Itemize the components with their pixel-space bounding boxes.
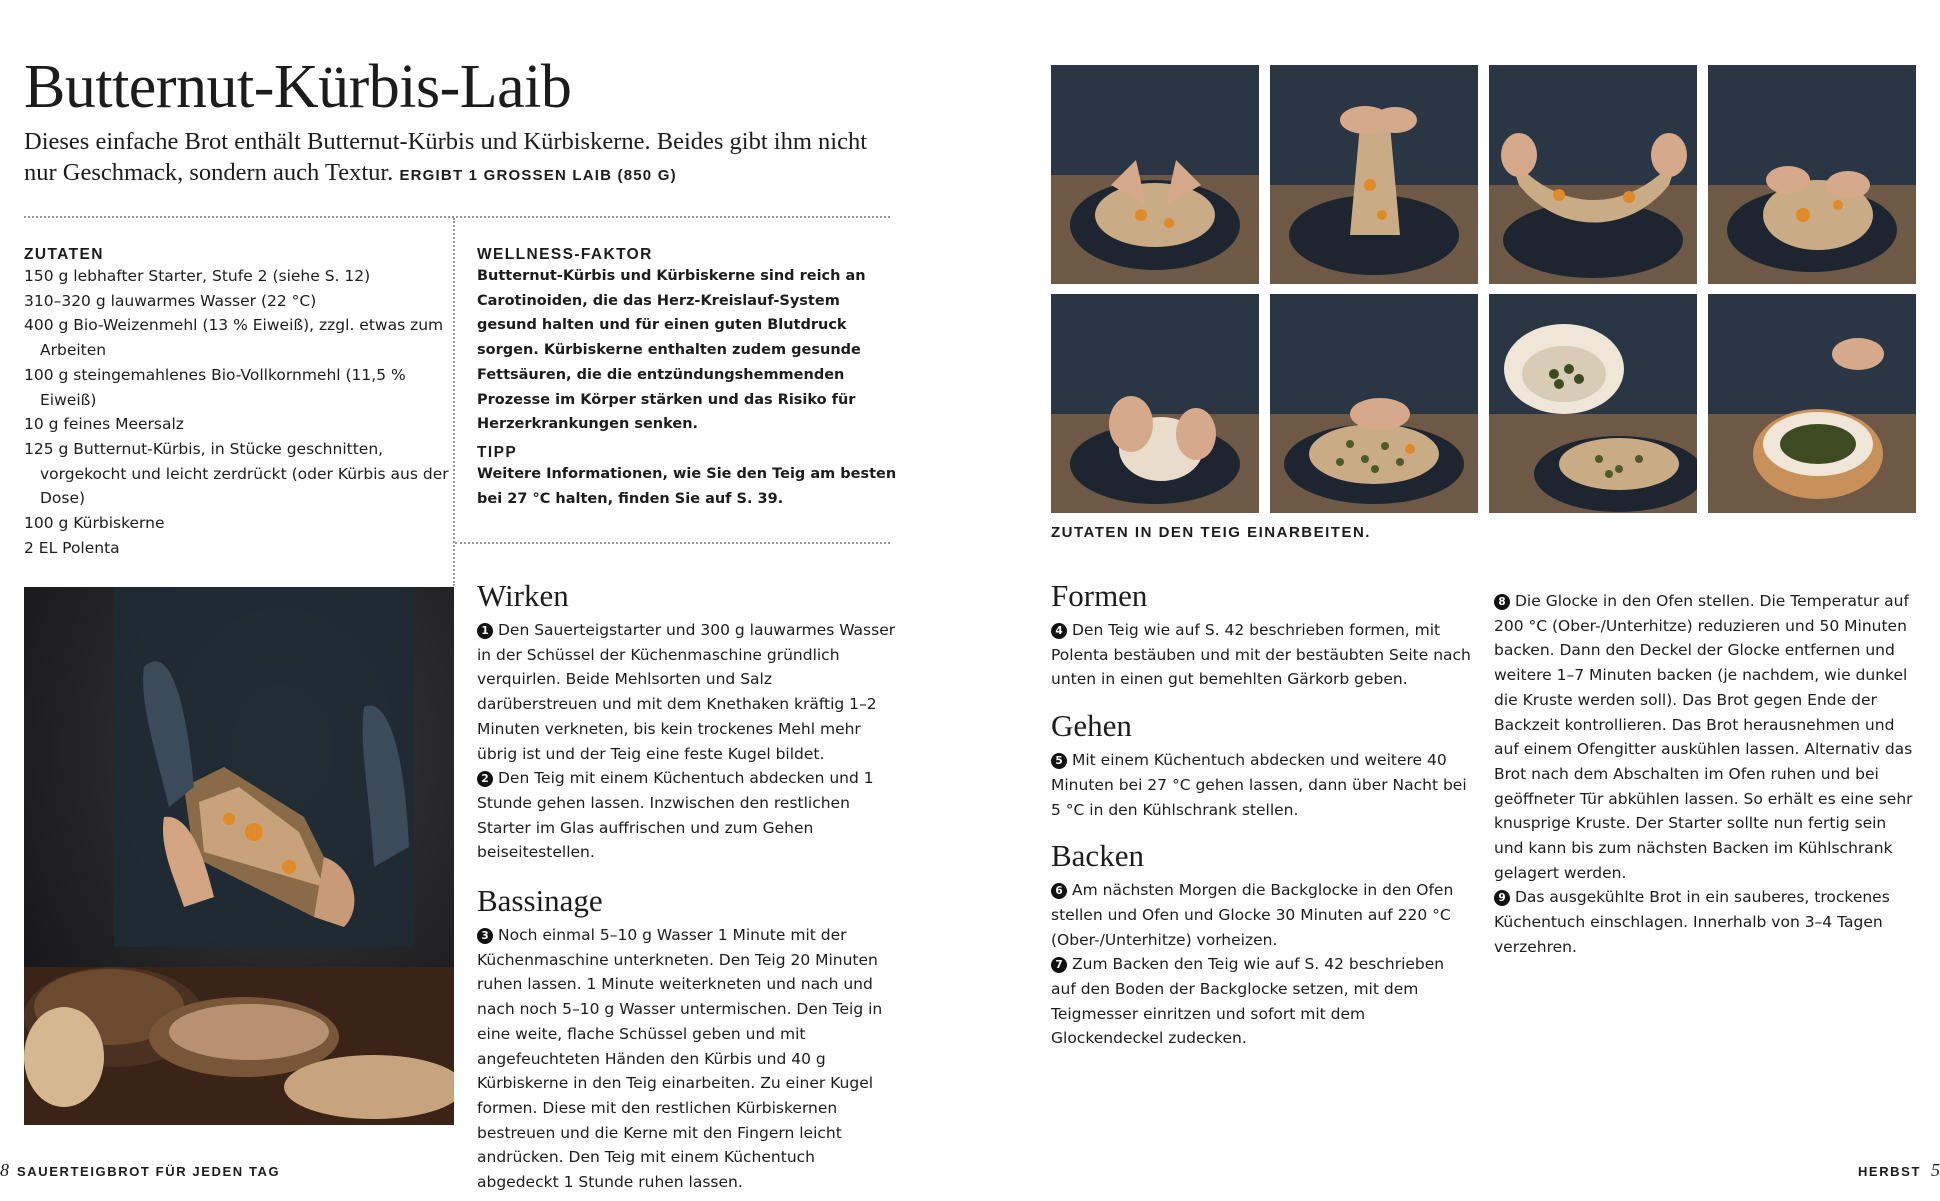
step-photo-6 [1270, 294, 1478, 513]
yield-info: ERGIBT 1 GROSSEN LAIB (850 G) [399, 167, 677, 184]
wellness-heading: WELLNESS-FAKTOR [477, 246, 653, 263]
step-text: Das ausgekühlte Brot in ein sauberes, trockenes Küchentuch einschlagen. Innerhalb von 3–4 Tagen verzehren. [1494, 888, 1890, 956]
intro-paragraph [24, 126, 884, 191]
running-title-left: SAUERTEIGBROT FÜR JEDEN TAG [17, 1164, 281, 1179]
step-number-badge: 5 [1051, 753, 1067, 769]
bread-photo [24, 587, 454, 1125]
step-text: Den Sauerteigstarter und 300 g lauwarmes Wasser in der Schüssel der Küchenmaschine gründlich verquirlen. Beide Mehlsorten und Salz darüberstreuen und mit dem Knethaken kräftig 1–2 Minuten verkneten, bis kein trockenes Mehl mehr übrig ist und der Teig eine feste Kugel bildet. [477, 621, 896, 763]
divider-middle [455, 542, 890, 544]
step-text: Noch einmal 5–10 g Wasser 1 Minute mit der Küchenmaschine unterkneten. Den Teig 20 Minuten ruhen lassen. 1 Minute weiterkneten und nach und nach noch 5–10 g Wasser untermischen. Den Teig in eine weite, flache Schüssel geben und mit angefeuchteten Händen den Kürbis und 40 g Kürbiskerne in den Teig einarbeiten. Zu einer Kugel formen. Diese mit den restlichen Kürbiskernen bestreuen und die Kerne mit den Fingern leicht andrücken. Den Teig mit einem Küchentuch abgedeckt 1 Stunde ruhen lassen. [477, 926, 883, 1192]
step-7 [1051, 952, 1471, 1051]
tipp-heading: TIPP [477, 444, 518, 461]
ingredients-list [24, 264, 454, 560]
page-number-left: 8 [0, 1160, 9, 1180]
running-title-right: HERBST [1857, 1164, 1921, 1179]
step-photo-1 [1051, 65, 1259, 284]
step-photo-2 [1270, 65, 1478, 284]
divider-top [24, 216, 890, 218]
ingredient-item: 100 g steingemahlenes Bio-Vollkornmehl (11,5 % Eiweiß) [24, 365, 406, 409]
ingredients-block [24, 246, 454, 560]
section-heading-formen: Formen [1051, 578, 1148, 613]
footer-left [0, 1160, 280, 1181]
step-number-badge: 6 [1051, 883, 1067, 899]
step-1 [477, 618, 897, 766]
step-text: Mit einem Küchentuch abdecken und weitere 40 Minuten bei 27 °C gehen lassen, dann über Nacht bei 5 °C in den Kühlschrank stellen. [1051, 751, 1467, 819]
ingredient-item: 10 g feines Meersalz [24, 415, 184, 434]
step-2 [477, 766, 897, 865]
section-heading-bassinage: Bassinage [477, 883, 603, 919]
page-title: Butternut-Kürbis-Laib [24, 53, 572, 121]
step-photo-7 [1489, 294, 1697, 513]
ingredient-item: 150 g lebhafter Starter, Stufe 2 (siehe S. 12) [24, 267, 371, 285]
step-number-badge: 7 [1051, 957, 1067, 973]
step-number-badge: 3 [477, 928, 493, 944]
step-9 [1494, 885, 1914, 959]
ingredient-item: 400 g Bio-Weizenmehl (13 % Eiweiß), zzgl. etwas zum Arbeiten [24, 316, 444, 360]
step-number-badge: 4 [1051, 623, 1067, 639]
wellness-block [477, 246, 897, 437]
photo-caption: ZUTATEN IN DEN TEIG EINARBEITEN. [1051, 524, 1371, 541]
step-text: Den Teig mit einem Küchentuch abdecken und 1 Stunde gehen lassen. Inzwischen den restlichen Starter im Glas auffrischen und zum Gehen beiseitestellen. [477, 769, 874, 862]
tipp-block [477, 444, 897, 511]
ingredient-item: 125 g Butternut-Kürbis, in Stücke geschnitten, vorgekocht und leicht zerdrückt (oder Kürbis aus der Dose) [24, 439, 449, 508]
footer-right [1858, 1160, 1940, 1181]
step-4 [1051, 618, 1471, 692]
column-wirken-bassinage [477, 580, 897, 1195]
step-text: Die Glocke in den Ofen stellen. Die Temperatur auf 200 °C (Ober-/Unterhitze) reduzieren und 50 Minuten backen. Dann den Deckel der Glocke entfernen und weitere 1–7 Minuten backen (je nachdem, wie dunkel die Kruste werden soll). Das Brot gegen Ende der Backzeit kontrollieren. Das Brot herausnehmen und auf einem Ofengitter auskühlen lassen. Alternativ das Brot nach dem Abschalten im Ofen ruhen und bei geöffneter Tür abkühlen lassen. So erhält es eine sehr knusprige Kruste. Der Starter sollte nun fertig sein und kann bis zum nächsten Backen im Kühlschrank gelagert werden. [1494, 592, 1913, 882]
step-text: Am nächsten Morgen die Backglocke in den Ofen stellen und Ofen und Glocke 30 Minuten auf 220 °C (Ober-/Unterhitze) vorheizen. [1051, 881, 1454, 949]
step-5 [1051, 748, 1471, 822]
step-6 [1051, 878, 1471, 952]
step-number-badge: 1 [477, 623, 493, 639]
step-number-badge: 2 [477, 771, 493, 787]
tipp-text: Weitere Informationen, wie Sie den Teig am besten bei 27 °C halten, finden Sie auf S. 39. [477, 466, 897, 507]
column-formen-gehen-backen [1051, 580, 1471, 1051]
wellness-text: Butternut-Kürbis und Kürbiskerne sind reich an Carotinoiden, die das Herz-Kreislauf-System gesund halten und für einen guten Blutdruck sorgen. Kürbiskerne enthalten zudem gesunde Fettsäuren, die die entzündungshemmenden Prozesse im Körper stärken und das Risiko für Herzerkrankungen senken. [477, 268, 866, 433]
page-number-right: 5 [1931, 1160, 1940, 1180]
section-heading-wirken: Wirken [477, 578, 569, 613]
ingredient-item: 100 g Kürbiskerne [24, 514, 165, 533]
ingredient-item: 310–320 g lauwarmes Wasser (22 °C) [24, 291, 317, 310]
step-3 [477, 923, 897, 1195]
step-photo-5 [1051, 294, 1259, 513]
step-photo-3 [1489, 65, 1697, 284]
step-text: Zum Backen den Teig wie auf S. 42 beschrieben auf den Boden der Backglocke setzen, mit dem Teigmesser einritzen und sofort mit dem Glockendeckel zudecken. [1051, 955, 1445, 1048]
step-number-badge: 8 [1494, 594, 1510, 610]
step-photo-8 [1708, 294, 1916, 513]
section-heading-backen: Backen [1051, 838, 1144, 874]
step-photo-4 [1708, 65, 1916, 284]
step-number-badge: 9 [1494, 890, 1510, 906]
intro-text: Dieses einfache Brot enthält Butternut-Kürbis und Kürbiskerne. Beides gibt ihm nicht nur Geschmack, sondern auch Textur. [24, 128, 868, 186]
step-8 [1494, 589, 1914, 885]
section-heading-gehen: Gehen [1051, 708, 1132, 744]
ingredients-heading: ZUTATEN [24, 246, 104, 263]
column-final-steps [1494, 589, 1914, 960]
step-text: Den Teig wie auf S. 42 beschrieben formen, mit Polenta bestäuben und mit der bestäubten Seite nach unten in einen gut bemehlten Gärkorb geben. [1051, 621, 1471, 689]
ingredient-item: 2 EL Polenta [24, 538, 120, 557]
